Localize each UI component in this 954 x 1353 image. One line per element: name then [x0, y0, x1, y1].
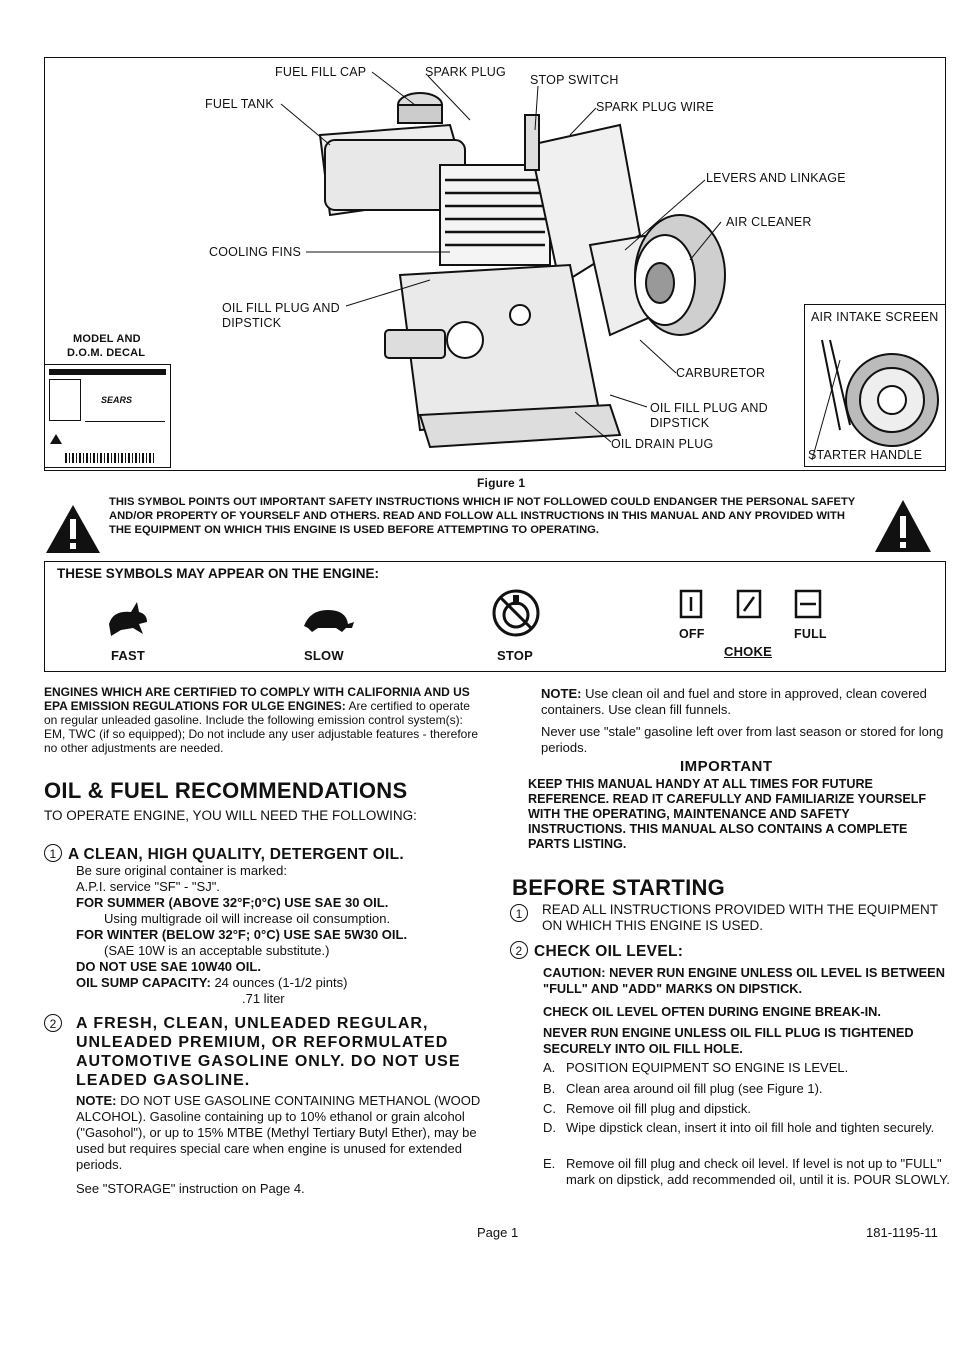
item2-number: 2	[44, 1014, 62, 1032]
gasoline-note-label: NOTE:	[76, 1093, 117, 1108]
warning-triangle-icon	[44, 503, 102, 555]
list-item-a-text: POSITION EQUIPMENT SO ENGINE IS LEVEL.	[566, 1060, 849, 1075]
label-model-decal-1: MODEL AND	[73, 333, 141, 345]
choke-mid-icon	[736, 589, 762, 619]
oil-sump-value: 24 ounces (1-1/2 pints)	[214, 975, 348, 990]
list-item-d: D.	[543, 1120, 556, 1135]
label-fuel-fill-cap: FUEL FILL CAP	[275, 65, 367, 79]
decal-left-panel	[49, 379, 81, 421]
before-starting-title: BEFORE STARTING	[512, 875, 726, 900]
turtle-slow-icon	[296, 604, 356, 634]
decal-warning-icon	[49, 433, 63, 445]
choke-full-icon	[794, 589, 822, 619]
label-stop-switch: STOP SWITCH	[530, 73, 619, 87]
decal-header-bar	[49, 369, 166, 375]
step2-title: CHECK OIL LEVEL:	[534, 943, 684, 960]
step2-number: 2	[510, 941, 528, 959]
label-model-decal-2: D.O.M. DECAL	[67, 347, 146, 359]
label-oil-drain-plug: OIL DRAIN PLUG	[611, 437, 714, 451]
symbol-slow-label: SLOW	[304, 648, 344, 663]
list-item-a: A.	[543, 1060, 556, 1075]
important-title: IMPORTANT	[680, 758, 773, 775]
list-item-b: B.	[543, 1081, 556, 1096]
figure-caption: Figure 1	[477, 476, 526, 490]
symbol-full-label: FULL	[794, 627, 827, 641]
check-often-text: CHECK OIL LEVEL OFTEN DURING ENGINE BREAK-IN.	[543, 1004, 881, 1019]
decal-barcode	[65, 453, 155, 463]
certification-bold: ENGINES WHICH ARE CERTIFIED TO COMPLY WITH CALIFORNIA AND US EPA EMISSION REGULATIONS FOR ULGE ENGINES:	[44, 685, 470, 713]
item2-title: A FRESH, CLEAN, UNLEADED REGULAR, UNLEADED PREMIUM, OR REFORMULATED AUTOMOTIVE GASOLINE ONLY. DO NOT USE LEADED GASOLINE.	[76, 1015, 461, 1089]
clean-oil-note-text: Use clean oil and fuel and store in approved, clean covered containers. Use clean fill funnels.	[541, 686, 927, 717]
label-carburetor: CARBURETOR	[676, 366, 766, 380]
symbols-heading: THESE SYMBOLS MAY APPEAR ON THE ENGINE:	[57, 566, 380, 581]
label-levers-linkage: LEVERS AND LINKAGE	[706, 171, 846, 185]
item1-details	[76, 863, 486, 1007]
symbol-choke-label: CHOKE	[724, 644, 772, 659]
storage-reference: See "STORAGE" instruction on Page 4.	[76, 1181, 305, 1196]
decal-fine-print	[85, 421, 165, 436]
label-air-cleaner: AIR CLEANER	[726, 215, 812, 229]
clean-oil-note-label: NOTE:	[541, 686, 582, 701]
item1-line-g: DO NOT USE SAE 10W40 OIL.	[76, 959, 261, 974]
decal-brand: SEARS	[101, 395, 133, 405]
oil-sump-label: OIL SUMP CAPACITY:	[76, 975, 211, 990]
item1-line-d: Using multigrade oil will increase oil consumption.	[104, 911, 391, 926]
item1-line-c: FOR SUMMER (ABOVE 32°F;0°C) USE SAE 30 OIL.	[76, 895, 389, 910]
step2-heading	[510, 941, 683, 961]
oil-fuel-subtitle: TO OPERATE ENGINE, YOU WILL NEED THE FOLLOWING:	[44, 808, 417, 823]
label-oil-fill-plug-top-1: OIL FILL PLUG AND	[222, 301, 340, 315]
label-spark-plug-wire: SPARK PLUG WIRE	[596, 100, 715, 114]
symbol-off-label: OFF	[679, 627, 705, 641]
never-run-text: NEVER RUN ENGINE UNLESS OIL FILL PLUG IS TIGHTENED SECURELY INTO OIL FILL HOLE.	[543, 1025, 914, 1056]
important-text: KEEP THIS MANUAL HANDY AT ALL TIMES FOR FUTURE REFERENCE. READ IT CAREFULLY AND FAMILIARIZE YOURSELF WITH THE OPERATING, MAINTENANCE AND SAFETY INSTRUCTIONS. THIS MANUAL ALSO CONTAINS A COMPLETE PARTS LISTING.	[528, 777, 927, 851]
item2-heading	[44, 1014, 486, 1090]
item1-line-f: (SAE 10W is an acceptable substitute.)	[104, 943, 330, 958]
symbol-fast-label: FAST	[111, 648, 146, 663]
step1-text: READ ALL INSTRUCTIONS PROVIDED WITH THE EQUIPMENT ON WHICH THIS ENGINE IS USED.	[542, 902, 938, 933]
step1	[510, 902, 950, 934]
item1-number: 1	[44, 844, 62, 862]
label-starter-handle: STARTER HANDLE	[808, 448, 923, 462]
model-decal	[44, 364, 171, 468]
page-number: Page 1	[477, 1225, 519, 1240]
list-item-c-text: Remove oil fill plug and dipstick.	[566, 1101, 751, 1116]
caution-text: CAUTION: NEVER RUN ENGINE UNLESS OIL LEVEL IS BETWEEN "FULL" AND "ADD" MARKS ON DIPSTICK.	[543, 965, 945, 996]
label-cooling-fins: COOLING FINS	[209, 245, 301, 259]
safety-warning-text: THIS SYMBOL POINTS OUT IMPORTANT SAFETY INSTRUCTIONS WHICH IF NOT FOLLOWED COULD ENDANGER THE PERSONAL SAFETY AND/OR PROPERTY OF YOURSELF AND OTHERS. READ AND FOLLOW ALL INSTRUCTIONS IN THIS MANUAL AND ANY PROVIDED WITH THE EQUIPMENT ON WHICH THIS ENGINE IS USED BEFORE ATTEMPTING TO OPERATING.	[109, 496, 856, 536]
label-oil-fill-plug-bottom-2: DIPSTICK	[650, 416, 710, 430]
item1-line-i: .71 liter	[242, 991, 285, 1006]
label-fuel-tank: FUEL TANK	[205, 97, 274, 111]
list-item-e: E.	[543, 1156, 556, 1171]
label-spark-plug: SPARK PLUG	[425, 65, 506, 79]
oil-fuel-title: OIL & FUEL RECOMMENDATIONS	[44, 778, 408, 803]
stale-gas-note: Never use "stale" gasoline left over from last season or stored for long periods.	[541, 724, 944, 755]
clean-oil-note	[541, 686, 949, 718]
list-item-b-text: Clean area around oil fill plug (see Figure 1).	[566, 1081, 823, 1096]
item1-line-b: A.P.I. service "SF" - "SJ".	[76, 879, 220, 894]
label-oil-fill-plug-bottom-1: OIL FILL PLUG AND	[650, 401, 768, 415]
document-number: 181-1195-11	[866, 1225, 938, 1240]
symbol-stop-label: STOP	[497, 648, 533, 663]
label-air-intake-screen: AIR INTAKE SCREEN	[811, 310, 939, 324]
starter-illustration	[810, 330, 940, 450]
choke-off-icon	[679, 589, 703, 619]
certification-text: Are certified to operate on regular unleaded gasoline. Include the following emission control system(s): EM, TWC (if so equipped); Do not include any user adjustable features - therefore no other adjustments are needed.	[44, 699, 478, 755]
item1-line-e: FOR WINTER (BELOW 32°F; 0°C) USE SAE 5W30 OIL.	[76, 927, 408, 942]
gasoline-note	[76, 1093, 488, 1173]
item1-title: A CLEAN, HIGH QUALITY, DETERGENT OIL.	[68, 846, 405, 863]
step1-number: 1	[510, 904, 528, 922]
label-oil-fill-plug-top-2: DIPSTICK	[222, 316, 282, 330]
air-intake-inset	[804, 304, 946, 467]
rabbit-fast-icon	[103, 596, 153, 638]
list-item-d-text: Wipe dipstick clean, insert it into oil fill hole and tighten securely.	[566, 1120, 935, 1135]
certification-paragraph	[44, 685, 484, 755]
engine-illustration	[290, 85, 740, 455]
list-item-e-text: Remove oil fill plug and check oil level. If level is not up to "FULL" mark on dipstick, add recommended oil, until it is. POUR SLOWLY.	[566, 1156, 950, 1187]
item1-line-a: Be sure original container is marked:	[76, 863, 287, 878]
list-item-c: C.	[543, 1101, 556, 1116]
item1-line-h	[76, 975, 486, 991]
warning-triangle-icon-right	[873, 498, 933, 554]
gasoline-note-text: DO NOT USE GASOLINE CONTAINING METHANOL (WOOD ALCOHOL). Gasoline containing up to 10% ethanol or grain alcohol ("Gasohol"), or up to 15% MTBE (Methyl Tertiary Butyl Ether), may be used but requires special care when engine is unused for extended periods.	[76, 1093, 481, 1172]
item1-heading	[44, 844, 404, 864]
stop-icon	[491, 588, 541, 638]
